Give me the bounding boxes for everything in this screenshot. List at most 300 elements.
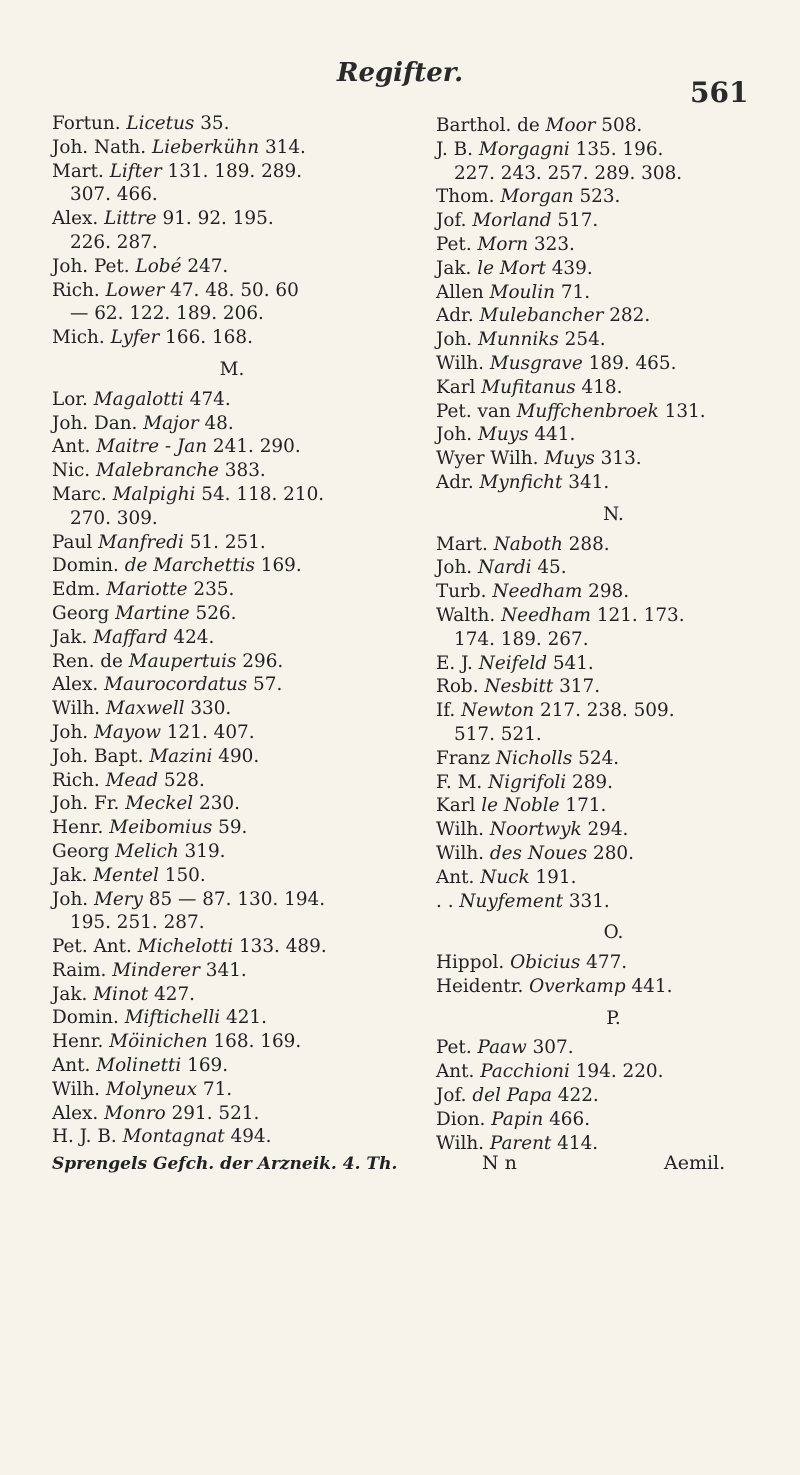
index-entry xyxy=(436,771,791,795)
surname: Muys xyxy=(544,448,595,470)
surname: Needham xyxy=(492,581,583,603)
surname: del Papa xyxy=(472,1085,552,1107)
page-references: 169. xyxy=(254,555,302,577)
surname: Martine xyxy=(115,602,190,624)
page-references: 427. xyxy=(148,983,196,1005)
given-name: Jak. xyxy=(436,257,472,279)
given-name: J. B. xyxy=(436,138,473,160)
index-entry xyxy=(436,328,791,352)
surname: Naboth xyxy=(493,533,563,555)
surname: Lieberkühn xyxy=(151,136,260,158)
page-references: 91. 92. 195. xyxy=(156,208,274,230)
page-references: 474. xyxy=(183,388,231,410)
index-entry xyxy=(52,1078,412,1102)
page-footer xyxy=(52,1154,792,1174)
index-entry xyxy=(436,114,791,138)
index-entry xyxy=(436,1084,791,1108)
page-references: 424. xyxy=(167,626,215,648)
given-name: Rich. xyxy=(52,279,100,301)
page-references: 226. 287. xyxy=(70,231,158,253)
page-references: 323. xyxy=(528,233,575,255)
given-name: Dion. xyxy=(436,1108,486,1130)
surname: Morgan xyxy=(500,186,574,208)
surname: Major xyxy=(143,412,199,434)
surname: Molyneux xyxy=(105,1078,198,1100)
page-references: 171. xyxy=(559,795,607,817)
index-entry-continuation xyxy=(436,162,791,186)
surname: Melich xyxy=(115,840,179,862)
page-references: 331. xyxy=(562,890,610,912)
page-references: 54. 118. 210. xyxy=(195,483,325,505)
given-name: Wilh. xyxy=(436,819,485,841)
index-entry xyxy=(52,864,412,888)
page-references: 528. xyxy=(158,769,205,791)
page-references: 383. xyxy=(218,460,266,482)
given-name: E. J. xyxy=(436,652,473,674)
page-references: 313. xyxy=(594,448,642,470)
page-references: 508. xyxy=(595,115,643,136)
given-name: Barthol. de xyxy=(436,115,540,136)
page-references: 241. 290. xyxy=(207,436,301,458)
given-name: Georg xyxy=(52,602,110,624)
given-name: Rich. xyxy=(52,769,100,791)
index-entry xyxy=(436,233,791,257)
page-references: 121. 173. xyxy=(590,604,685,626)
page-references: 523. xyxy=(573,186,621,208)
page-references: 517. xyxy=(551,210,599,232)
surname: Lower xyxy=(105,279,165,301)
given-name: Raim. xyxy=(52,959,107,981)
index-entry xyxy=(52,650,412,674)
page-references: 307. xyxy=(526,1037,574,1059)
surname: Needham xyxy=(501,604,591,626)
page-references: 441. xyxy=(625,975,673,997)
page-references: 289. xyxy=(566,771,613,793)
given-name: Ant. xyxy=(52,1055,91,1077)
given-name: Mart. xyxy=(52,160,104,182)
index-entry xyxy=(52,112,412,136)
given-name: Ren. de xyxy=(52,650,123,672)
surname: de Marchettis xyxy=(124,555,255,577)
page-references: 189. 465. xyxy=(582,352,677,374)
page-references: 288. xyxy=(562,533,610,555)
page-references: 414. xyxy=(551,1132,599,1154)
index-entry xyxy=(436,257,791,281)
given-name: Wilh. xyxy=(436,842,485,864)
given-name: Nic. xyxy=(52,460,91,482)
index-entry xyxy=(436,138,791,162)
given-name: H. J. B. xyxy=(52,1126,117,1148)
given-name: Heidentr. xyxy=(436,975,524,997)
surname: Muys xyxy=(478,424,529,446)
page-references: 51. 251. xyxy=(183,531,266,553)
page-references: 166. 168. xyxy=(159,327,253,349)
index-entry xyxy=(436,675,791,699)
index-entry-continuation xyxy=(52,302,412,326)
given-name: Hippol. xyxy=(436,952,505,974)
given-name: Rob. xyxy=(436,676,479,698)
surname: Noortwyk xyxy=(489,819,582,841)
given-name: Wilh. xyxy=(52,1078,101,1100)
page-references: 439. xyxy=(545,257,593,279)
index-entry xyxy=(52,207,412,231)
surname: Licetus xyxy=(126,113,195,134)
surname: Musgrave xyxy=(489,352,583,374)
page-references: 294. xyxy=(581,819,629,841)
page-references: 466. xyxy=(543,1108,591,1130)
page-references: 477. xyxy=(580,952,628,974)
index-entry xyxy=(436,423,791,447)
surname: Lifter xyxy=(109,160,162,182)
surname: Malebranche xyxy=(95,460,219,482)
index-entry xyxy=(52,935,412,959)
given-name: Alex. xyxy=(52,1102,99,1124)
given-name: Wilh. xyxy=(436,1132,485,1154)
index-entry xyxy=(52,1125,412,1149)
page-references: 517. 521. xyxy=(454,723,542,745)
given-name: Jof. xyxy=(436,1085,467,1107)
surname: Meibomius xyxy=(109,817,213,839)
page-references: 341. xyxy=(199,959,247,981)
page-references: 85 — 87. 130. 194. xyxy=(142,888,326,910)
surname: Mariotte xyxy=(106,579,188,601)
surname: le Noble xyxy=(481,795,560,817)
page-references: 227. 243. 257. 289. 308. xyxy=(454,162,683,184)
surname: Mazini xyxy=(149,745,213,767)
index-entry-continuation xyxy=(52,507,412,531)
given-name: Henr. xyxy=(52,817,104,839)
section-letter: N. xyxy=(603,503,624,525)
index-entry-continuation xyxy=(52,231,412,255)
page-references: 131. xyxy=(658,400,706,422)
index-entry xyxy=(436,447,791,471)
surname: Mynficht xyxy=(479,471,563,493)
given-name: Joh. Bapt. xyxy=(52,745,144,767)
surname: Paaw xyxy=(477,1037,527,1059)
surname: Obicius xyxy=(510,952,581,974)
page-references: 330. xyxy=(184,698,232,720)
page-references: 121. 407. xyxy=(161,721,255,743)
page-references: 247. xyxy=(181,255,229,277)
index-entry xyxy=(436,951,791,975)
given-name: Wyer Wilh. xyxy=(436,448,539,470)
given-name: Ant. xyxy=(436,1061,475,1083)
index-entry xyxy=(52,136,412,160)
surname: Minot xyxy=(93,983,149,1005)
page-references: 282. xyxy=(603,305,651,327)
page-references: 47. 48. 50. 60 xyxy=(164,279,299,301)
index-entry xyxy=(436,580,791,604)
surname: Mery xyxy=(94,888,143,910)
page-references: 217. 238. 509. xyxy=(534,700,675,722)
index-entry xyxy=(436,652,791,676)
section-letter: M. xyxy=(219,358,245,380)
surname: Miftichelli xyxy=(124,1007,221,1029)
section-letter: P. xyxy=(606,1007,621,1029)
given-name: Pet. van xyxy=(436,400,511,422)
page-references: 174. 189. 267. xyxy=(454,628,589,650)
page-references: 490. xyxy=(212,745,260,767)
surname: Neifeld xyxy=(478,652,547,674)
given-name: Marc. xyxy=(52,483,107,505)
index-entry xyxy=(52,673,412,697)
surname: Nuck xyxy=(480,866,530,888)
index-entry xyxy=(436,281,791,305)
given-name: Joh. xyxy=(436,557,473,579)
index-entry xyxy=(52,602,412,626)
given-name: Adr. xyxy=(436,471,474,493)
surname: Minderer xyxy=(112,959,200,981)
given-name: Joh. Fr. xyxy=(52,793,120,815)
index-entry xyxy=(436,1036,791,1060)
page-references: 421. xyxy=(220,1007,267,1029)
page-references: 135. 196. xyxy=(569,138,664,160)
page-references: 48. xyxy=(198,412,234,434)
index-entry-continuation xyxy=(436,628,791,652)
index-entry xyxy=(436,842,791,866)
surname: le Mort xyxy=(477,257,546,279)
page-references: 59. xyxy=(212,817,248,839)
index-entry xyxy=(436,794,791,818)
given-name: Joh. xyxy=(436,424,473,446)
surname: Mentel xyxy=(93,864,159,886)
given-name: F. M. xyxy=(436,771,483,793)
index-entry xyxy=(52,554,412,578)
given-name: Walth. xyxy=(436,604,496,626)
page-references: 418. xyxy=(575,376,623,398)
surname: Maupertuis xyxy=(128,650,237,672)
given-name: Fortun. xyxy=(52,113,121,134)
surname: Mead xyxy=(105,769,159,791)
given-name: Joh. Dan. xyxy=(52,412,138,434)
index-entry xyxy=(52,792,412,816)
page-references: 230. xyxy=(193,793,240,815)
page-references: 133. 489. xyxy=(233,936,327,958)
surname: Mayow xyxy=(94,721,161,743)
index-column-right xyxy=(436,114,791,1155)
page-references: 45. xyxy=(531,557,567,579)
given-name: If. xyxy=(436,700,456,722)
surname: Manfredi xyxy=(98,531,184,553)
page-references: 57. xyxy=(247,674,283,696)
page-references: 235. xyxy=(187,579,235,601)
index-entry xyxy=(52,388,412,412)
page-references: 524. xyxy=(572,747,620,769)
index-entry xyxy=(52,1030,412,1054)
page-references: 169. xyxy=(181,1055,229,1077)
page-references: 541. xyxy=(546,652,594,674)
page-number: 561 xyxy=(690,76,749,109)
surname: Monro xyxy=(104,1102,166,1124)
index-entry xyxy=(436,209,791,233)
index-entry-continuation xyxy=(436,723,791,747)
page-references: 319. xyxy=(178,840,226,862)
page-references: 298. xyxy=(582,581,630,603)
index-entry xyxy=(436,818,791,842)
index-entry xyxy=(436,1108,791,1132)
given-name: Jof. xyxy=(436,210,467,232)
given-name: Joh. xyxy=(52,888,89,910)
index-entry xyxy=(436,533,791,557)
page-references: 280. xyxy=(587,842,634,864)
page-references: 150. xyxy=(158,864,206,886)
index-entry xyxy=(52,279,412,303)
page-references: 314. xyxy=(259,136,306,158)
catchword: Aemil. xyxy=(664,1152,726,1174)
given-name: Allen xyxy=(436,281,484,303)
index-entry xyxy=(436,471,791,495)
surname: Möinichen xyxy=(109,1031,208,1053)
index-entry-continuation xyxy=(52,911,412,935)
index-entry xyxy=(52,326,412,350)
surname: Meckel xyxy=(125,793,194,815)
surname: Lyfer xyxy=(110,327,160,349)
given-name: Turb. xyxy=(436,581,487,603)
surname: Magalotti xyxy=(93,388,184,410)
given-name: . . xyxy=(436,890,454,912)
index-entry xyxy=(436,185,791,209)
index-entry xyxy=(52,578,412,602)
surname: Morland xyxy=(472,210,552,232)
given-name: Pet. xyxy=(436,1037,472,1059)
index-entry xyxy=(436,604,791,628)
index-entry-continuation xyxy=(52,183,412,207)
given-name: Wilh. xyxy=(436,352,485,374)
surname: Moor xyxy=(545,115,596,136)
given-name: Mich. xyxy=(52,327,105,349)
index-entry xyxy=(436,376,791,400)
page-references: 341. xyxy=(562,471,610,493)
given-name: Edm. xyxy=(52,579,101,601)
given-name: Lor. xyxy=(52,388,88,410)
page-references: 270. 309. xyxy=(70,507,158,529)
surname: Morn xyxy=(477,233,529,255)
page-references: 195. 251. 287. xyxy=(70,912,205,934)
given-name: Karl xyxy=(436,376,476,398)
index-entry xyxy=(52,160,412,184)
surname: Maxwell xyxy=(105,698,185,720)
given-name: Ant. xyxy=(52,436,91,458)
given-name: Jak. xyxy=(52,864,88,886)
index-entry xyxy=(436,699,791,723)
surname: Lobé xyxy=(135,255,182,277)
index-entry xyxy=(52,459,412,483)
surname: Munniks xyxy=(478,329,559,351)
index-entry xyxy=(52,435,412,459)
surname: Pacchioni xyxy=(480,1061,570,1083)
index-entry xyxy=(52,888,412,912)
index-entry xyxy=(52,721,412,745)
surname: Nigrifoli xyxy=(488,771,567,793)
surname: Parent xyxy=(489,1132,552,1154)
index-entry xyxy=(52,983,412,1007)
page-references: 307. 466. xyxy=(70,184,158,206)
surname: Overkamp xyxy=(529,975,626,997)
index-entry xyxy=(436,304,791,328)
given-name: Joh. xyxy=(436,329,473,351)
given-name: Alex. xyxy=(52,674,99,696)
index-entry xyxy=(52,412,412,436)
given-name: Domin. xyxy=(52,1007,119,1029)
surname: Muffchenbroek xyxy=(516,400,659,422)
surname: des Noues xyxy=(489,842,588,864)
page-references: 191. xyxy=(529,866,577,888)
surname: Mufitanus xyxy=(481,376,576,398)
given-name: Karl xyxy=(436,795,476,817)
surname: Mulebancher xyxy=(479,305,604,327)
given-name: Ant. xyxy=(436,866,475,888)
index-entry xyxy=(52,959,412,983)
given-name: Joh. Pet. xyxy=(52,255,130,277)
surname: Michelotti xyxy=(137,936,234,958)
surname: Molinetti xyxy=(96,1055,182,1077)
given-name: Alex. xyxy=(52,208,99,230)
surname: Papin xyxy=(491,1108,544,1130)
page-references: 291. 521. xyxy=(165,1102,260,1124)
given-name: Pet. Ant. xyxy=(52,936,132,958)
given-name: Pet. xyxy=(436,233,472,255)
surname: Montagnat xyxy=(122,1126,225,1148)
index-entry xyxy=(436,556,791,580)
given-name: Domin. xyxy=(52,555,119,577)
index-entry xyxy=(52,1102,412,1126)
surname: Malpighi xyxy=(112,483,196,505)
surname: Maffard xyxy=(93,626,168,648)
given-name: Paul xyxy=(52,531,93,553)
index-entry xyxy=(52,840,412,864)
page-references: 526. xyxy=(189,602,237,624)
page-references: 254. xyxy=(558,329,606,351)
index-entry xyxy=(52,769,412,793)
page-references: 131. 189. 289. xyxy=(161,160,303,182)
surname: Nicholls xyxy=(495,747,573,769)
index-entry xyxy=(52,483,412,507)
index-entry xyxy=(52,745,412,769)
surname: Maitre - Jan xyxy=(96,436,208,458)
index-entry xyxy=(52,531,412,555)
page-references: 71. xyxy=(555,281,591,303)
index-entry xyxy=(436,890,791,914)
given-name: Franz xyxy=(436,747,491,769)
page-references: 194. 220. xyxy=(569,1061,664,1083)
surname: Nesbitt xyxy=(484,676,554,698)
given-name: Henr. xyxy=(52,1031,104,1053)
given-name: Wilh. xyxy=(52,698,101,720)
footer-imprint: Sprengels Gefch. der Arzneik. 4. Th. xyxy=(52,1154,398,1174)
index-entry xyxy=(52,1054,412,1078)
surname: Maurocordatus xyxy=(104,674,248,696)
page-references: 71. xyxy=(197,1078,233,1100)
given-name: Joh. xyxy=(52,721,89,743)
given-name: Joh. Nath. xyxy=(52,136,147,158)
running-title: Regifter. xyxy=(336,58,464,88)
index-entry xyxy=(436,352,791,376)
page-references: 35. xyxy=(194,113,230,134)
page-references: 422. xyxy=(551,1085,599,1107)
surname: Morgagni xyxy=(478,138,570,160)
surname: Nuyfement xyxy=(459,890,563,912)
index-entry xyxy=(436,866,791,890)
index-entry xyxy=(52,1006,412,1030)
section-letter: O. xyxy=(603,922,624,944)
given-name: Thom. xyxy=(436,186,495,208)
index-column-left xyxy=(52,112,412,1149)
page-references: 441. xyxy=(528,424,576,446)
index-entry xyxy=(52,816,412,840)
given-name: Jak. xyxy=(52,983,88,1005)
index-entry xyxy=(52,697,412,721)
index-entry xyxy=(52,255,412,279)
